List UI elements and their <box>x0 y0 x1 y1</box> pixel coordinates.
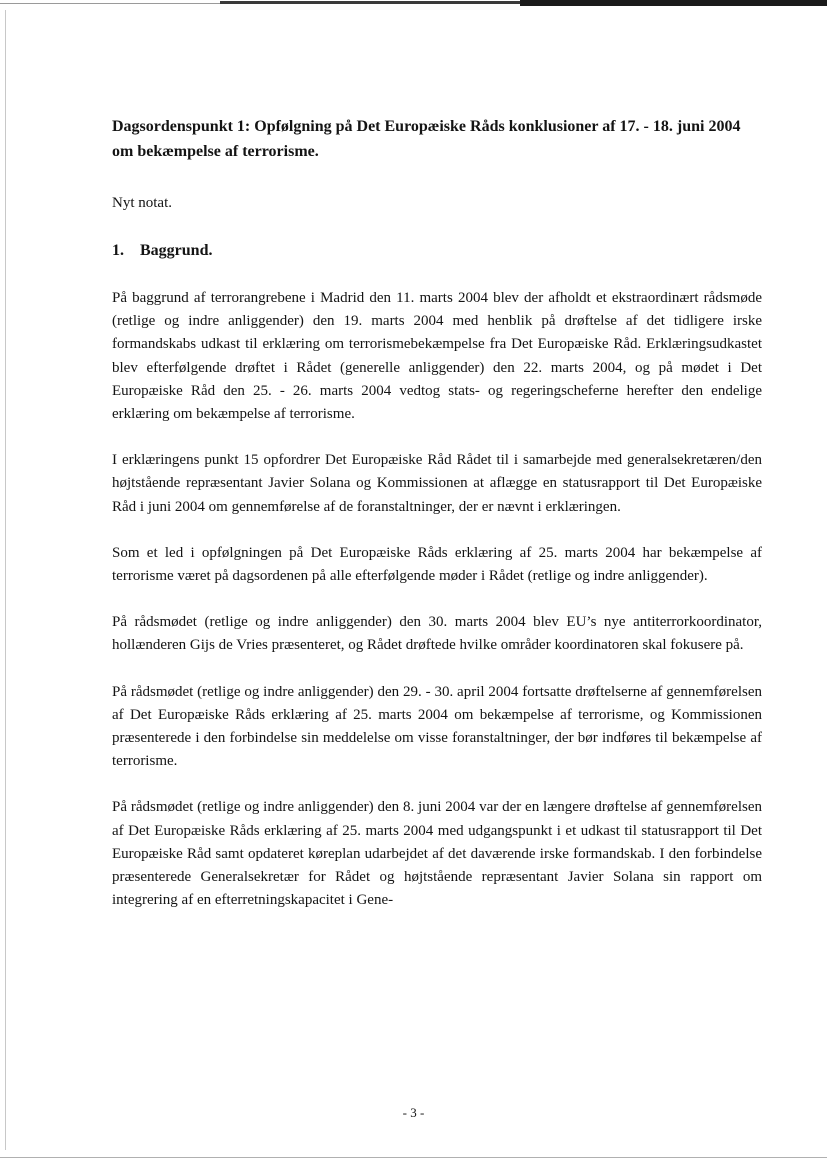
scan-border-top <box>0 0 827 10</box>
paragraph-background-madrid: På baggrund af terrorangrebene i Madrid den 11. marts 2004 blev der afholdt et ekstraordinært rådsmøde (retlige og indre anliggender) den 19. marts 2004 med henblik på drøftelse af det tidligere irske formandskabs udkast til erklæring om terrorismebekæmpelse fra Det Europæiske Råd. Erklæringsudkastet blev efterfølgende drøftet i Rådet (generelle anliggender) den 22. marts 2004, og på mødet i Det Europæiske Råd den 25. - 26. marts 2004 vedtog stats- og regeringscheferne herefter den endelige erklæring om bekæmpelse af terrorisme. <box>112 290 762 423</box>
scan-border-left <box>5 10 6 1150</box>
paragraph-30-march-meeting: På rådsmødet (retlige og indre anliggender) den 30. marts 2004 blev EU’s nye antiterrorkoordinator, hollænderen Gijs de Vries præsenteret, og Rådet drøftede hvilke områder koordinatoren skal fokusere på. <box>112 614 762 654</box>
section-title-text: Baggrund. <box>140 242 213 259</box>
section-heading <box>112 239 762 263</box>
page-number: - 3 - <box>402 1105 425 1120</box>
scan-edge-left-segment <box>0 3 220 4</box>
scan-edge-middle-segment <box>220 1 520 4</box>
paragraph-april-meeting: På rådsmødet (retlige og indre anliggender) den 29. - 30. april 2004 fortsatte drøftelserne af gennemførelsen af Det Europæiske Råds erklæring af 25. marts 2004 om bekæmpelse af terrorisme, og Kommissionen præsenterede i den forbindelse sin meddelelse om visse foranstaltninger, der bør indføres til bekæmpelse af terrorisme. <box>112 683 762 770</box>
scan-border-bottom <box>0 1157 827 1158</box>
document-body <box>112 114 762 935</box>
note-type-label: Nyt notat. <box>112 195 172 211</box>
section-number: 1. <box>112 242 124 259</box>
agenda-item-heading: Dagsordenspunkt 1: Opfølgning på Det Europæiske Råds konklusioner af 17. - 18. juni 2004 om bekæmpelse af terrorisme. <box>112 118 741 160</box>
paragraph-june-meeting: På rådsmødet (retlige og indre anliggender) den 8. juni 2004 var der en længere drøftelse af gennemførelsen af Det Europæiske Råds erklæring af 25. marts 2004 med udgangspunkt i et udkast til statusrapport til Det Europæiske Råd samt opdateret køreplan udarbejdet af det daværende irske formandskab. I den forbindelse præsenterede Generalsekretær for Rådet og højtstående repræsentant Javier Solana sin rapport om integrering af en efterretningskapacitet i Gene- <box>112 799 762 909</box>
paragraph-follow-up: Som et led i opfølgningen på Det Europæiske Råds erklæring af 25. marts 2004 har bekæmpelse af terrorisme været på dagsordenen på alle efterfølgende møder i Rådet (retlige og indre anliggender). <box>112 544 762 585</box>
scan-edge-right-segment <box>520 0 827 6</box>
paragraph-point-15: I erklæringens punkt 15 opfordrer Det Europæiske Råd Rådet til i samarbejde med generalsekretæren/den højtstående repræsentant Javier Solana og Kommissionen at aflægge en statusrapport til Det Europæiske Råd i juni 2004 om gennemførelse af de foranstaltninger, der er nævnt i erklæringen. <box>112 452 762 515</box>
